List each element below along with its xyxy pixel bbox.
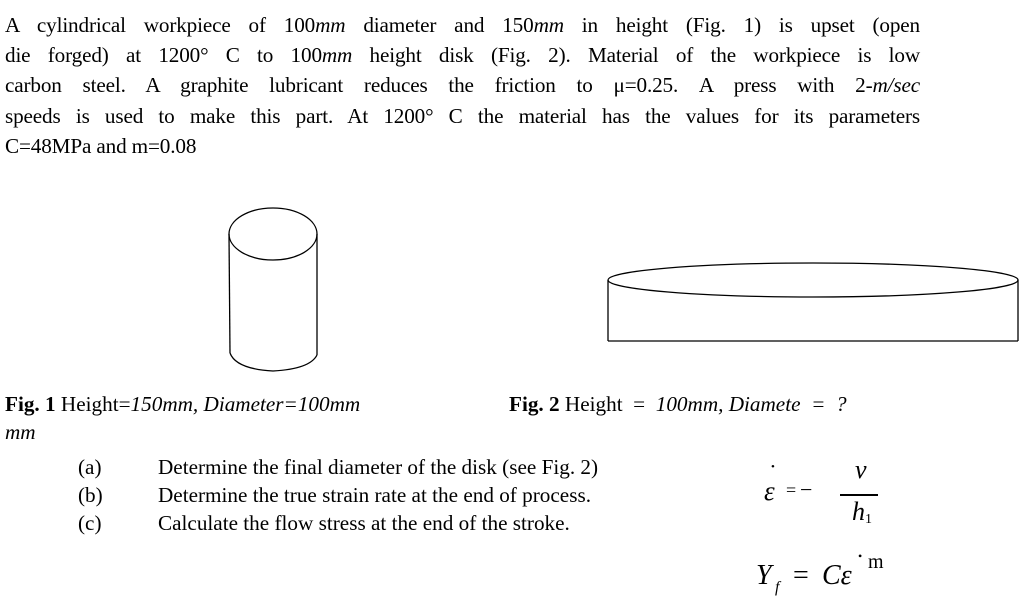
disk-figure	[608, 263, 1018, 341]
cylinder-figure	[229, 208, 317, 371]
fraction-bar	[840, 494, 878, 496]
question-item: (b) Determine the true strain rate at the end of process.	[78, 483, 591, 507]
statement-line-2: die forged) at 1200° C to 100mm height disk (Fig. 2). Material of the workpiece is low	[5, 43, 920, 68]
question-item: (a) Determine the final diameter of the disk (see Fig. 2)	[78, 455, 599, 479]
statement-line-5: C=48MPa and m=0.08	[5, 133, 197, 158]
statement-line-4: speeds is used to make this part. At 1200° C the material has the values for its parameters	[5, 103, 920, 128]
statement-line-3: carbon steel. A graphite lubricant reduces the friction to μ=0.25. A press with 2-m/sec	[5, 73, 920, 98]
fig2-caption: Fig. 2 Height = 100mm, Diamete = ?	[509, 392, 847, 416]
fig1-caption-wrap: mm	[5, 420, 36, 444]
statement-line-1: A cylindrical workpiece of 100mm diameter and 150mm in height (Fig. 1) is upset (open	[5, 13, 920, 37]
question-item: (c) Calculate the flow stress at the end of the stroke.	[78, 511, 570, 535]
question-list	[78, 453, 598, 537]
fig1-caption: Fig. 1 Height=150mm, Diameter=100mm	[5, 392, 361, 416]
